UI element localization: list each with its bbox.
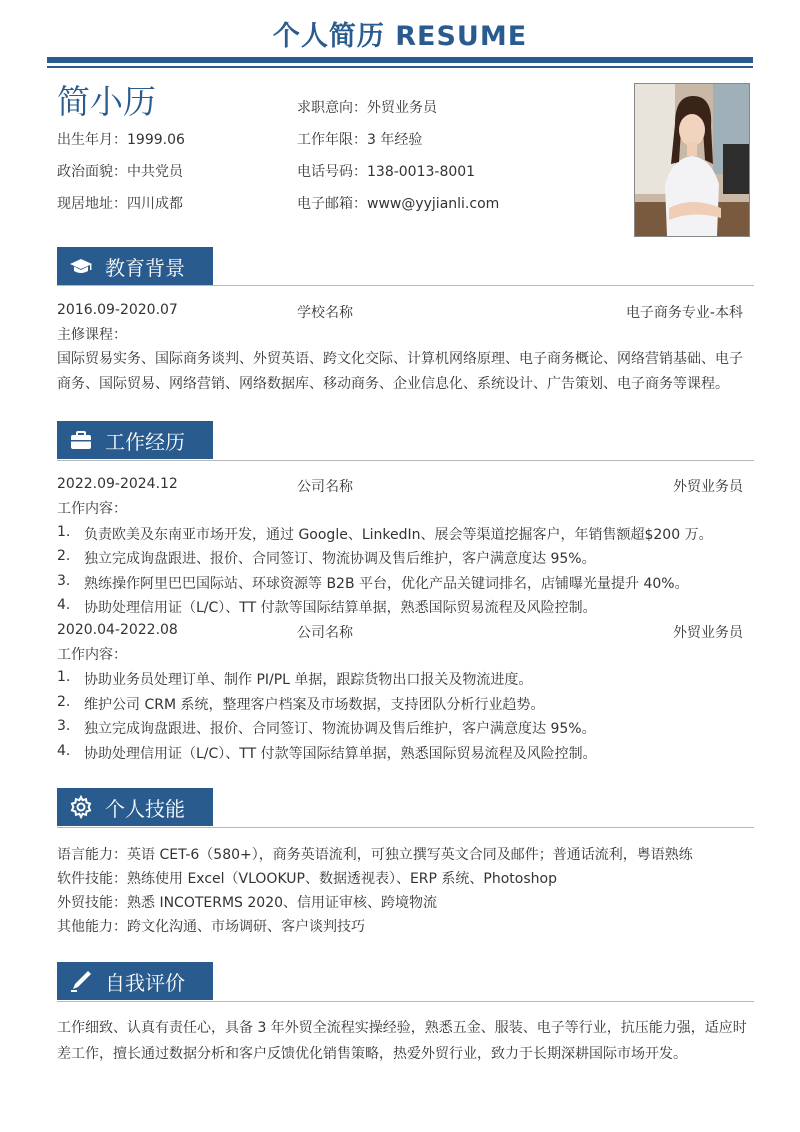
list-number: 2. <box>57 548 71 564</box>
profile-photo <box>634 83 750 237</box>
list-item <box>57 573 747 595</box>
section-title-work: 工作经历 <box>105 429 185 454</box>
job-role: 外贸业务员 <box>673 479 743 495</box>
job-date: 2022.09-2024.12 <box>57 476 178 492</box>
list-item <box>57 718 747 740</box>
job-content-label: 工作内容： <box>57 647 127 663</box>
self-eval-text: 工作细致、认真有责任心，具备 3 年外贸全流程实操经验，熟悉五金、服装、电子等行业，抗压能力强，适应时差工作，擅长通过数据分析和客户反馈优化销售策略，热爱外贸行业，致力于长期深耕国际市场开发。 <box>57 1020 747 1062</box>
list-item <box>57 524 747 546</box>
list-number: 1. <box>57 669 71 685</box>
phone-info: 电话号码：138-0013-8001 <box>297 164 476 180</box>
intent-info: 求职意向：外贸业务员 <box>297 100 437 116</box>
candidate-name: 简小历 <box>57 82 156 121</box>
list-item <box>57 694 747 716</box>
profile-photo-image <box>635 84 749 236</box>
page-title: 个人简历 RESUME <box>272 21 528 52</box>
politics-info: 政治面貌：中共党员 <box>57 164 183 180</box>
list-text: 负责欧美及东南亚市场开发，通过 Google、LinkedIn、展会等渠道挖掘客户，年销售额超$200 万。 <box>84 527 713 543</box>
list-item <box>57 743 747 765</box>
list-number: 3. <box>57 718 71 734</box>
list-text: 协助处理信用证（L/C）、TT 付款等国际结算单据，熟悉国际贸易流程及风险控制。 <box>84 746 597 762</box>
section-header-work <box>57 421 213 459</box>
list-item <box>57 548 747 570</box>
birth-info: 出生年月：1999.06 <box>57 132 185 148</box>
list-text: 独立完成询盘跟进、报价、合同签订、物流协调及售后维护，客户满意度达 95%。 <box>84 551 596 567</box>
section-divider-education <box>57 285 754 286</box>
section-divider-work <box>57 460 754 461</box>
list-text: 协助处理信用证（L/C）、TT 付款等国际结算单据，熟悉国际贸易流程及风险控制。 <box>84 600 597 616</box>
header-divider-thin <box>47 66 753 68</box>
list-text: 独立完成询盘跟进、报价、合同签订、物流协调及售后维护，客户满意度达 95%。 <box>84 721 596 737</box>
list-text: 熟练操作阿里巴巴国际站、环球资源等 B2B 平台，优化产品关键词排名，店铺曝光量提升 40%。 <box>84 576 689 592</box>
email-info: 电子邮箱：www@yyjianli.com <box>297 196 500 212</box>
education-row <box>57 302 743 322</box>
job-role: 外贸业务员 <box>673 625 743 641</box>
list-number: 4. <box>57 597 71 613</box>
list-number: 2. <box>57 694 71 710</box>
job-content-label: 工作内容： <box>57 501 127 517</box>
section-title-self: 自我评价 <box>105 970 185 995</box>
years-info: 工作年限：3 年经验 <box>297 132 423 148</box>
section-title-education: 教育背景 <box>105 255 185 280</box>
section-divider-skills <box>57 827 754 828</box>
job-company: 公司名称 <box>297 479 353 495</box>
section-header-skills <box>57 788 213 826</box>
job-company: 公司名称 <box>297 625 353 641</box>
skill-item: 软件技能：熟练使用 Excel（VLOOKUP、数据透视表）、ERP 系统、Photoshop <box>57 871 557 887</box>
courses-text: 国际贸易实务、国际商务谈判、外贸英语、跨文化交际、计算机网络原理、电子商务概论、网络营销基础、电子商务、国际贸易、网络营销、网络数据库、移动商务、企业信息化、系统设计、广告策划、电子商务等课程。 <box>57 351 743 392</box>
section-header-education <box>57 247 213 285</box>
briefcase-icon <box>69 428 93 452</box>
skill-item: 语言能力：英语 CET-6（580+），商务英语流利，可独立撰写英文合同及邮件；普通话流利，粤语熟练 <box>57 847 693 863</box>
list-item <box>57 597 747 619</box>
list-number: 1. <box>57 524 71 540</box>
list-text: 维护公司 CRM 系统，整理客户档案及市场数据，支持团队分析行业趋势。 <box>84 697 545 713</box>
section-divider-self <box>57 1001 754 1002</box>
courses-label: 主修课程： <box>57 327 127 343</box>
address-info: 现居地址：四川成都 <box>57 196 183 212</box>
education-date: 2016.09-2020.07 <box>57 302 178 318</box>
list-item <box>57 669 747 691</box>
job-date: 2020.04-2022.08 <box>57 622 178 638</box>
pen-icon <box>69 969 93 993</box>
list-number: 4. <box>57 743 71 759</box>
section-title-skills: 个人技能 <box>105 796 185 821</box>
education-school: 学校名称 <box>297 305 353 321</box>
section-header-self <box>57 962 213 1000</box>
header-divider-thick <box>47 57 753 63</box>
skill-item: 外贸技能：熟悉 INCOTERMS 2020、信用证审核、跨境物流 <box>57 895 438 911</box>
education-major: 电子商务专业-本科 <box>625 305 743 321</box>
graduation-cap-icon <box>69 254 93 278</box>
job-row-1 <box>57 476 743 496</box>
skill-item: 其他能力：跨文化沟通、市场调研、客户谈判技巧 <box>57 919 365 935</box>
list-text: 协助业务员处理订单、制作 PI/PL 单据，跟踪货物出口报关及物流进度。 <box>84 672 533 688</box>
list-number: 3. <box>57 573 71 589</box>
job-row-2 <box>57 622 743 642</box>
gear-icon <box>69 795 93 819</box>
